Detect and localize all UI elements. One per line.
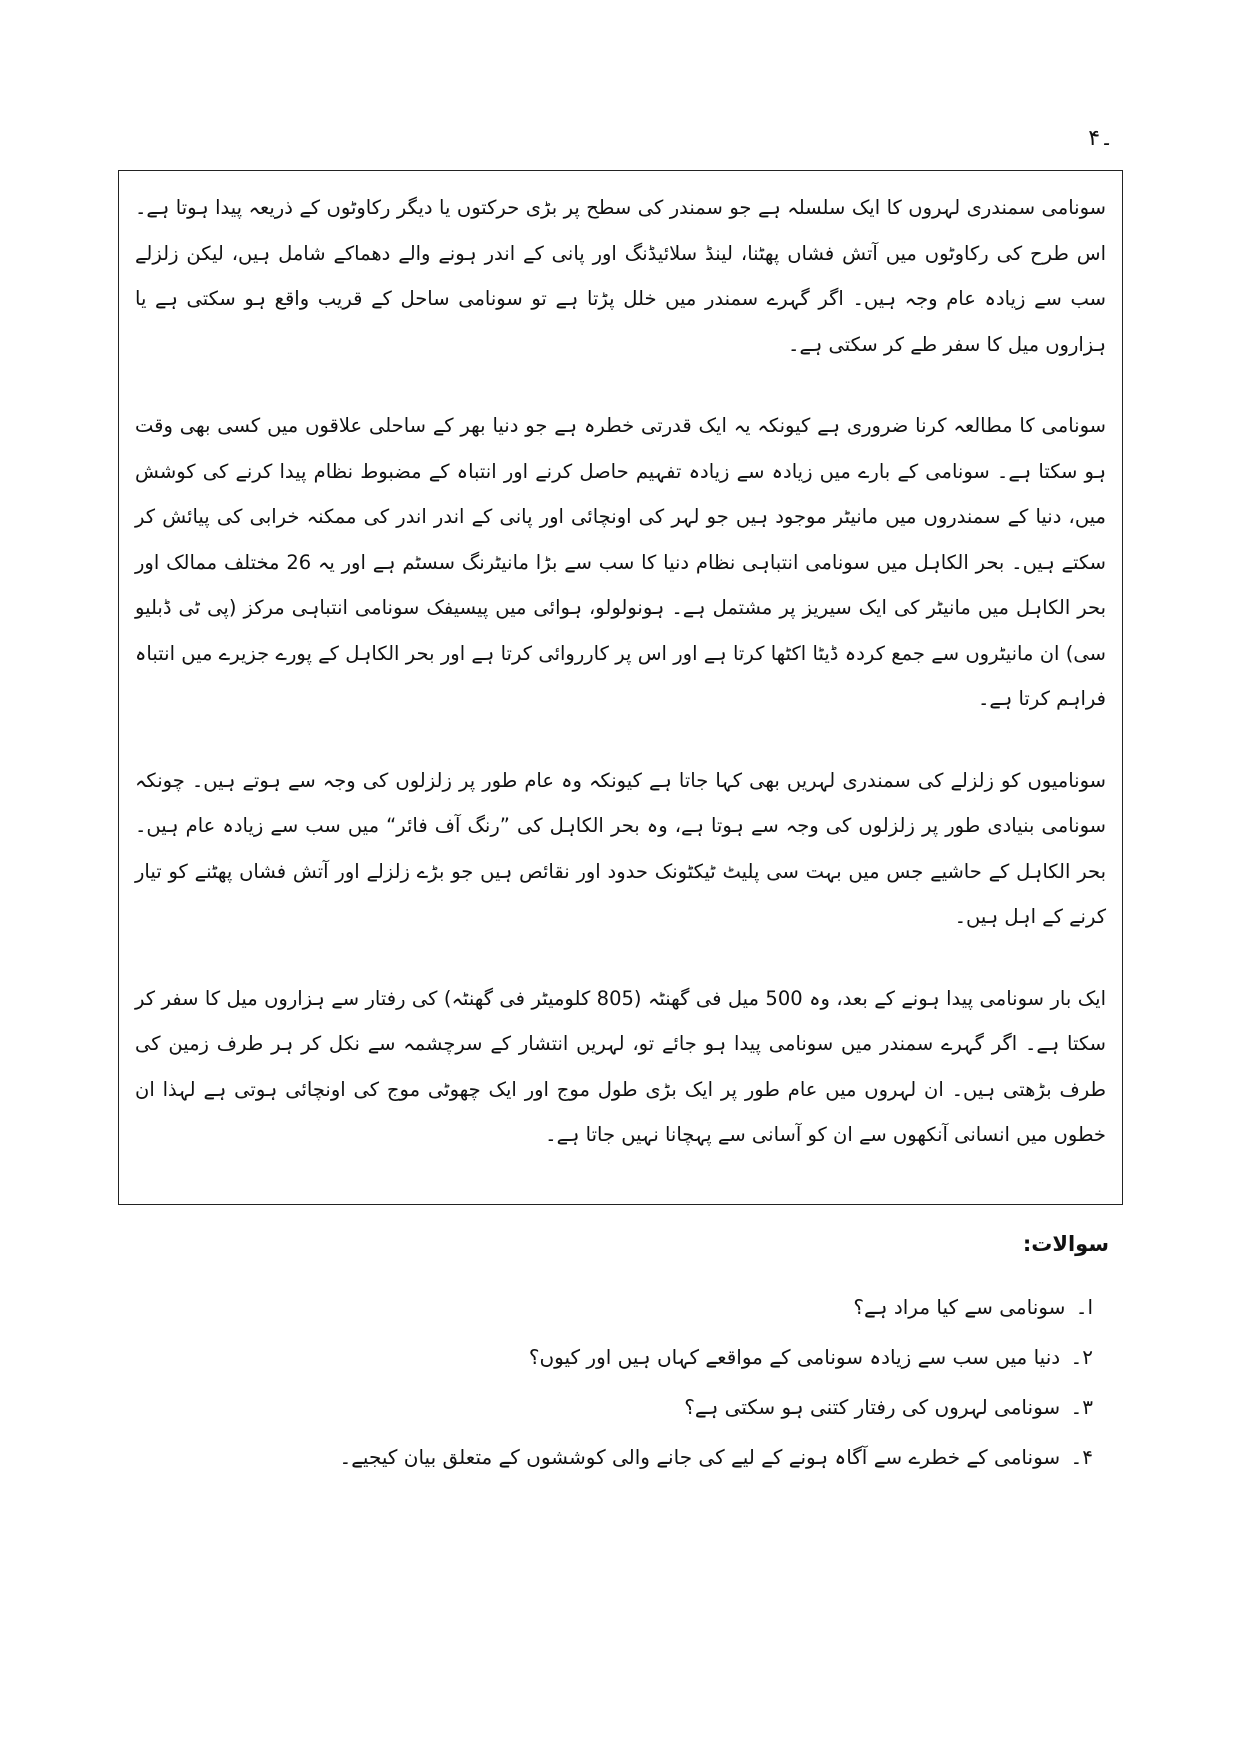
question-text: دنیا میں سب سے زیادہ سونامی کے مواقعے کہاں ہیں اور کیوں؟ <box>528 1345 1061 1369</box>
question-text: سونامی سے کیا مراد ہے؟ <box>853 1295 1066 1319</box>
question-item-3 <box>393 1382 1093 1432</box>
question-number: ا۔ <box>1075 1295 1093 1319</box>
questions-heading: سوالات: <box>1022 1232 1109 1256</box>
page-number: ۔۴ <box>1088 126 1113 151</box>
passage-paragraph-2: سونامی کا مطالعہ کرنا ضروری ہے کیونکہ یہ ایک قدرتی خطرہ ہے جو دنیا بھر کے ساحلی علاقوں میں کسی بھی وقت ہو سکتا ہے۔ سونامی کے بارے میں زیادہ سے زیادہ تفہیم حاصل کرنے اور انتباہ کے مضبوط نظام پیدا کرنے کی کوشش میں، دنیا کے سمندروں میں مانیٹر موجود ہیں جو لہر کی اونچائی اور پانی کے اندر اندر کی ممکنہ خرابی کی پیائش کر سکتے ہیں۔ بحر الکاہل میں سونامی انتباہی نظام دنیا کا سب سے بڑا مانیٹرنگ سسٹم ہے اور یہ 26 مختلف ممالک اور بحر الکاہل میں مانیٹر کی ایک سیریز پر مشتمل ہے۔ ہونولولو، ہوائی میں پیسیفک سونامی انتباہی مرکز (پی ٹی ڈبلیو سی) ان مانیٹروں سے جمع کردہ ڈیٹا اکٹھا کرتا ہے اور اس پر کارروائی کرتا ہے اور بحر الکاہل کے پورے جزیرے میں انتباہ فراہم کرتا ہے۔ <box>135 414 1106 710</box>
question-item-4 <box>339 1432 1093 1482</box>
questions-list <box>339 1282 1093 1482</box>
passage-paragraph-4: ایک بار سونامی پیدا ہونے کے بعد، وہ 500 میل فی گھنٹہ (805 کلومیٹر فی گھنٹہ) کی رفتار سے ہزاروں میل کا سفر کر سکتا ہے۔ اگر گہرے سمندر میں سونامی پیدا ہو جائے تو، لہریں انتشار کے سرچشمہ سے نکل کر ہر طرف زمین کی طرف بڑھتی ہیں۔ ان لہروں میں عام طور پر ایک بڑی طول موج اور ایک چھوٹی موج کی اونچائی ہوتی ہے لہذا ان خطوں میں انسانی آنکھوں سے ان کو آسانی سے پہچانا نہیں جاتا ہے۔ <box>135 986 1106 1146</box>
question-number: ۳۔ <box>1070 1395 1093 1419</box>
question-number: ۴۔ <box>1070 1445 1093 1469</box>
passage-paragraph-1: سونامی سمندری لہروں کا ایک سلسلہ ہے جو سمندر کی سطح پر بڑی حرکتوں یا دیگر رکاوٹوں کے ذریعہ پیدا ہوتا ہے۔ اس طرح کی رکاوٹوں میں آتش فشاں پھٹنا، لینڈ سلائیڈنگ اور پانی کے اندر ہونے والے دھماکے شامل ہیں، لیکن زلزلے سب سے زیادہ عام وجہ ہیں۔ اگر گہرے سمندر میں خلل پڑتا ہے تو سونامی ساحل کے قریب واقع ہو سکتی ہے یا ہزاروں میل کا سفر طے کر سکتی ہے۔ <box>135 196 1106 356</box>
passage-paragraph-3: سونامیوں کو زلزلے کی سمندری لہریں بھی کہا جاتا ہے کیونکہ وہ عام طور پر زلزلوں کی وجہ سے ہوتے ہیں۔ چونکہ سونامی بنیادی طور پر زلزلوں کی وجہ سے ہوتا ہے، وہ بحر الکاہل کی ”رنگ آف فائر“ میں سب سے زیادہ عام ہیں۔ بحر الکاہل کے حاشیے جس میں بہت سی پلیٹ ٹیکٹونک حدود اور نقائص ہیں جو بڑے زلزلے اور آتش فشاں پھٹنے کو تیار کرنے کے اہل ہیں۔ <box>135 768 1106 928</box>
reading-passage-box <box>118 170 1123 1205</box>
question-text: سونامی کے خطرے سے آگاہ ہونے کے لیے کی جانے والی کوششوں کے متعلق بیان کیجیے۔ <box>339 1445 1061 1469</box>
question-number: ۲۔ <box>1070 1345 1093 1369</box>
question-item-1 <box>393 1282 1093 1332</box>
question-text: سونامی لہروں کی رفتار کتنی ہو سکتی ہے؟ <box>684 1395 1061 1419</box>
question-item-2 <box>393 1332 1093 1382</box>
